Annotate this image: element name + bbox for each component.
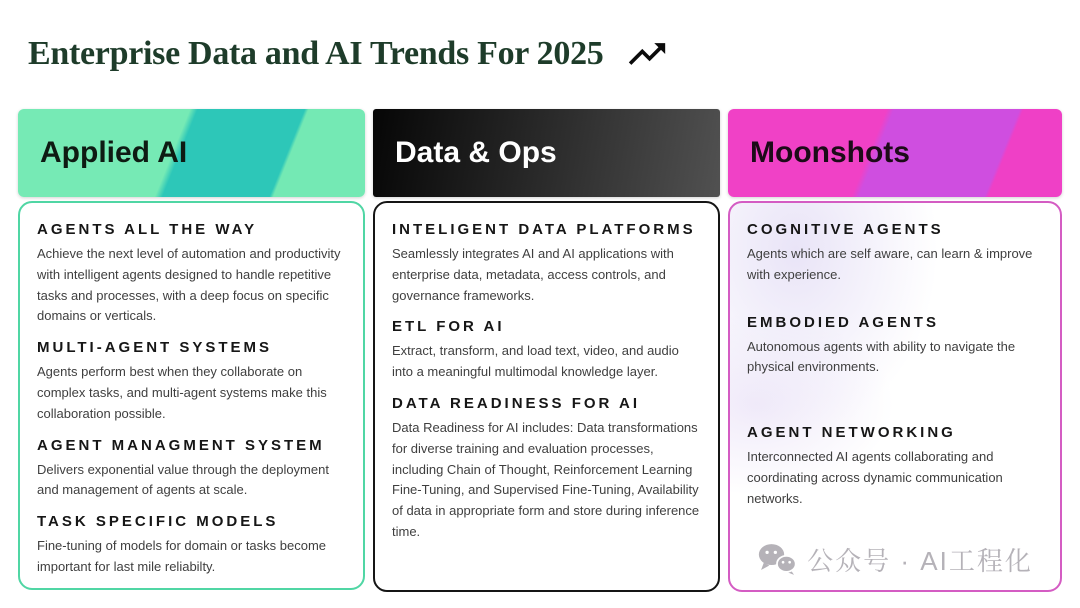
section-multi-agent-systems	[35, 339, 348, 424]
section-body: Fine-tuning of models for domain or tasks become important for last mile reliabilty.	[37, 538, 327, 574]
section-heading: AGENTS ALL THE WAY	[37, 221, 258, 238]
section-heading: ETL FOR AI	[392, 318, 505, 336]
section-etl-for-ai	[390, 318, 703, 383]
section-body: Seamlessly integrates AI and AI applications with enterprise data, metadata, access controls, and governance frameworks.	[392, 246, 674, 303]
section-embodied-agents	[745, 314, 1045, 379]
column-header-applied-ai: Applied AI	[18, 109, 365, 197]
section-agent-managment-system	[35, 437, 348, 502]
section-heading: AGENT MANAGMENT SYSTEM	[37, 436, 325, 454]
wechat-icon	[757, 543, 797, 576]
page-title: Enterprise Data and AI Trends For 2025	[28, 35, 604, 72]
section-heading: INTELIGENT DATA PLATFORMS	[392, 221, 696, 238]
section-agents-all-the-way	[35, 221, 348, 327]
section-body: Data Readiness for AI includes: Data transformations for diverse training and evaluation processes, including Chain of Thought, Reinforcement Learning Fine-Tuning, and Supervised Fine-Tuning, Availability of data in appropriate form and store during inference time.	[392, 419, 700, 539]
section-agent-networking	[745, 424, 1045, 509]
section-body: Autonomous agents with ability to navigate the physical environments.	[747, 338, 1016, 375]
column-data-and-ops	[373, 109, 720, 592]
section-inteligent-data-platforms	[390, 221, 703, 306]
column-header-data-and-ops: Data & Ops	[373, 109, 720, 197]
section-data-readiness-for-ai	[390, 395, 703, 543]
section-cognitive-agents	[745, 221, 1045, 286]
title-row	[28, 34, 673, 74]
column-body-data-and-ops	[373, 201, 720, 592]
section-body: Delivers exponential value through the deployment and management of agents at scale.	[37, 461, 329, 498]
section-heading: MULTI-AGENT SYSTEMS	[37, 339, 273, 357]
watermark	[730, 541, 1060, 578]
section-heading: TASK SPECIFIC MODELS	[37, 513, 279, 531]
section-body: Extract, transform, and load text, video, and audio into a meaningful multimodal knowledge layer.	[392, 343, 679, 380]
section-heading: EMBODIED AGENTS	[747, 313, 939, 331]
column-moonshots	[728, 109, 1062, 592]
section-body: Interconnected AI agents collaborating and coordinating across dynamic communication networks.	[747, 449, 1003, 506]
trending-up-icon	[621, 34, 673, 74]
section-heading: DATA READINESS FOR AI	[392, 394, 641, 412]
section-body: Achieve the next level of automation and productivity with intelligent agents designed to handle repetitive tasks and processes, with a deep focus on specific domains or verticals.	[37, 246, 341, 324]
section-task-specific-models	[35, 513, 348, 578]
column-body-applied-ai	[18, 201, 365, 590]
column-applied-ai	[18, 109, 365, 590]
section-body: Agents which are self aware, can learn & improve with experience.	[747, 246, 1033, 282]
section-heading: COGNITIVE AGENTS	[747, 221, 944, 238]
column-body-moonshots	[728, 201, 1062, 592]
section-heading: AGENT NETWORKING	[747, 424, 956, 442]
section-body: Agents perform best when they collaborate on complex tasks, and multi-agent systems make this collaboration possible.	[37, 364, 327, 421]
watermark-text: 公众号 · AI工程化	[807, 546, 1033, 576]
column-header-moonshots: Moonshots	[728, 109, 1062, 197]
